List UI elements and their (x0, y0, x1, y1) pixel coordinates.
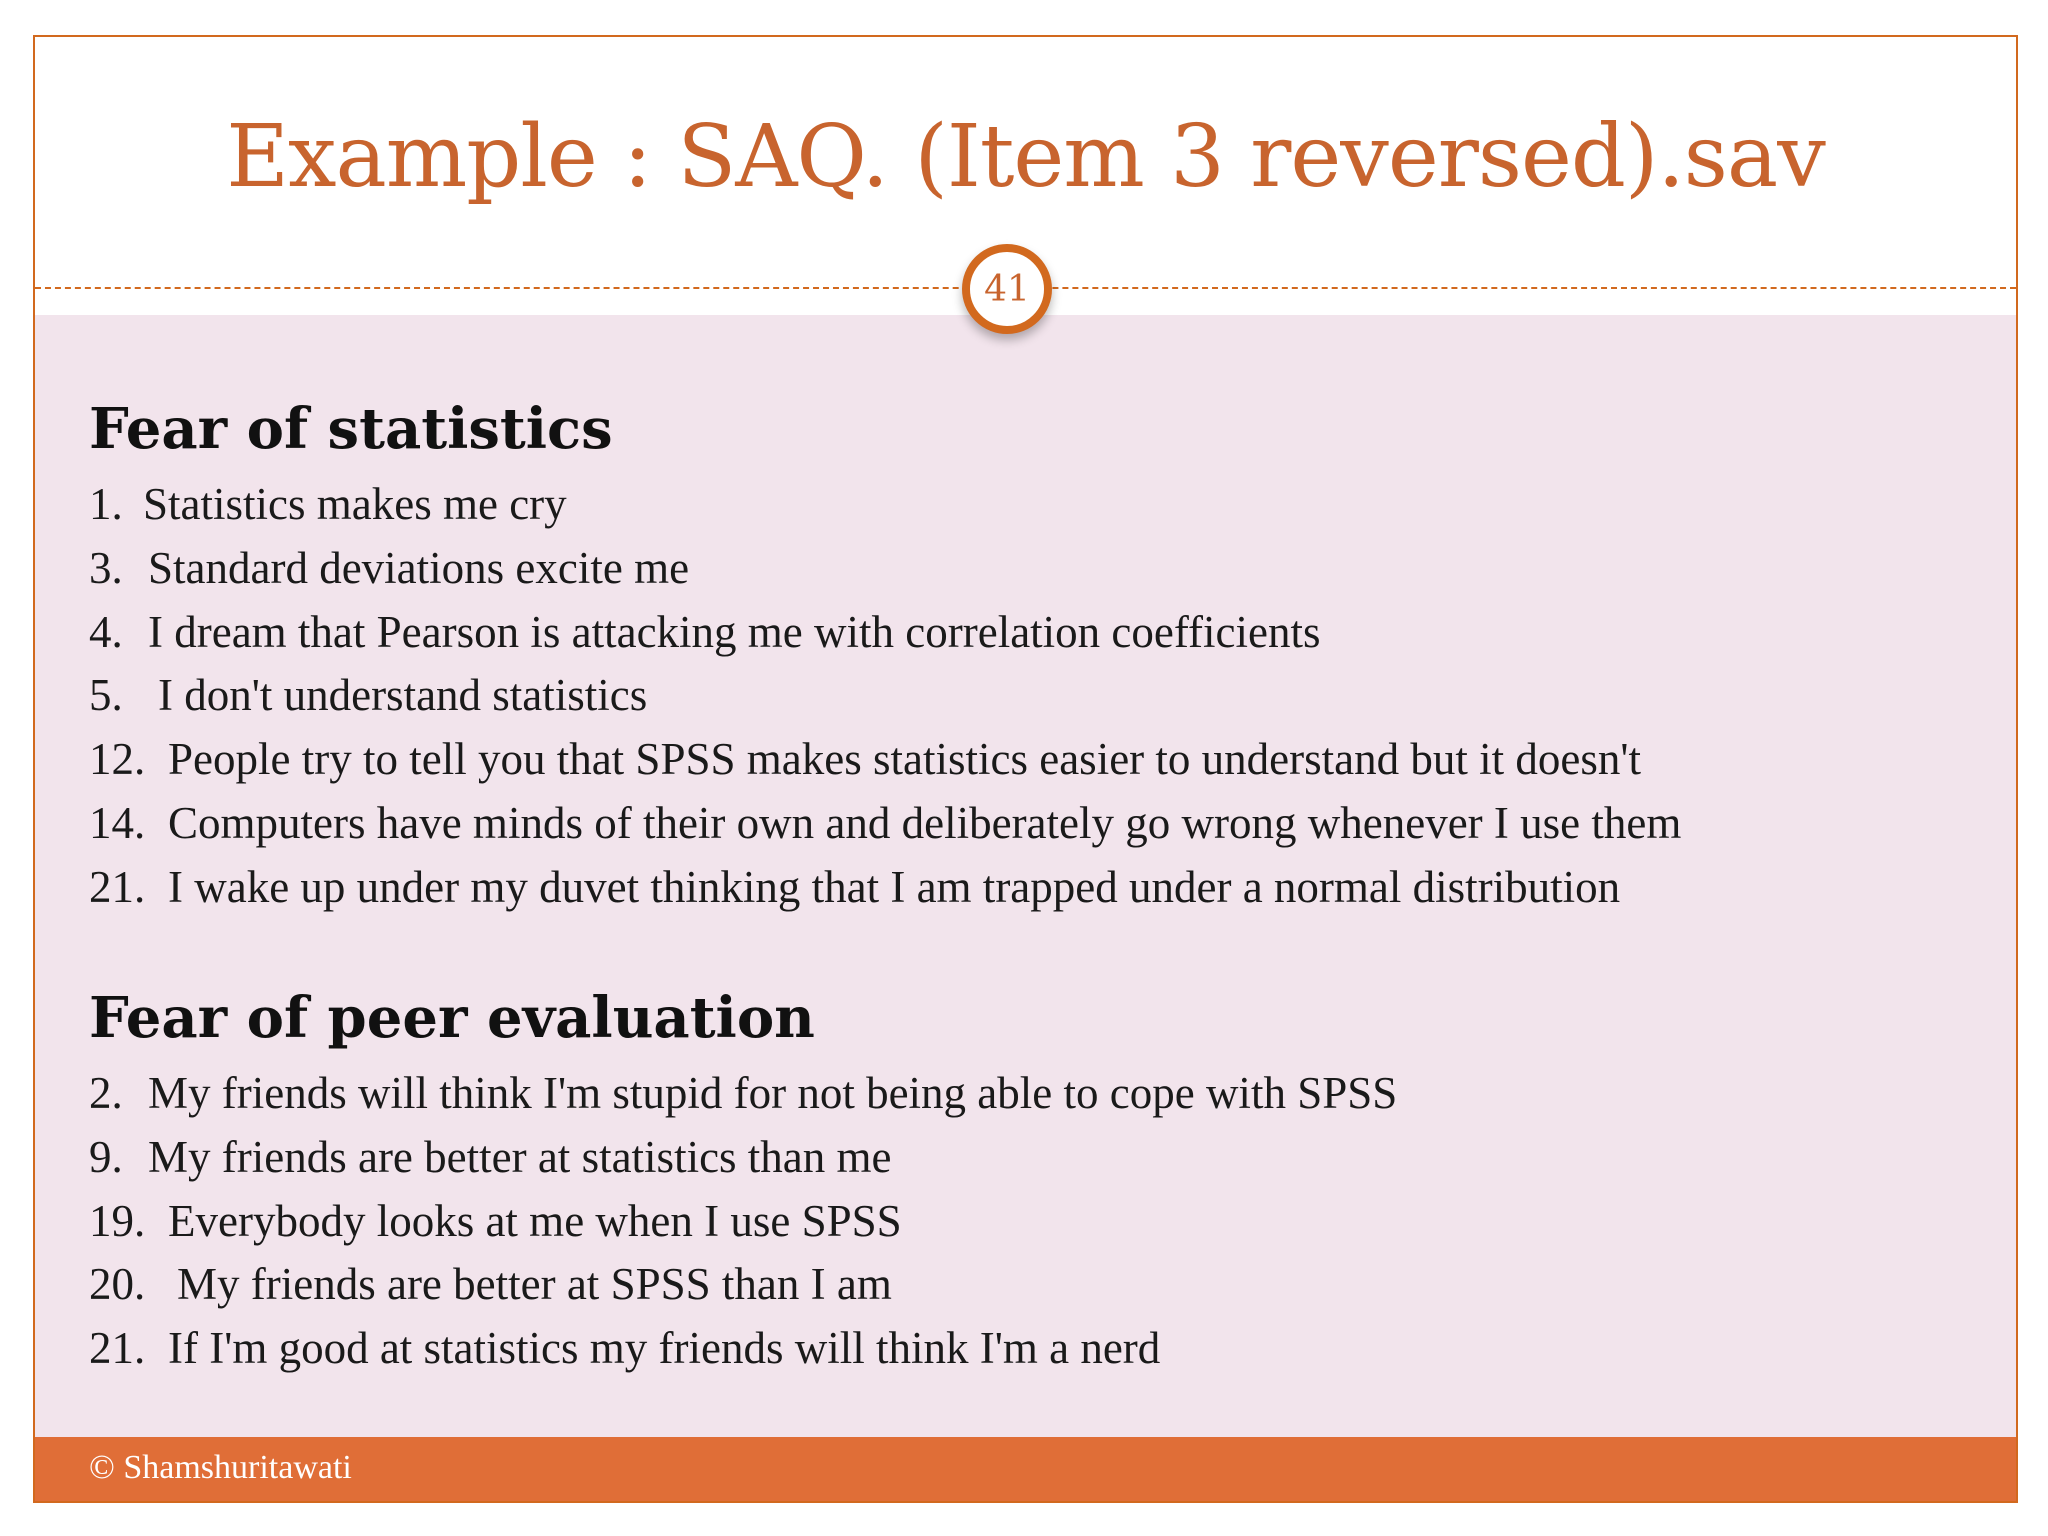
list-item (89, 1126, 1397, 1190)
list-item (89, 664, 1681, 728)
item-number: 12. (89, 734, 146, 785)
item-number: 19. (89, 1195, 146, 1246)
item-number: 21. (89, 861, 146, 912)
item-text: Computers have minds of their own and deliberately go wrong whenever I use them (168, 797, 1682, 848)
list-item (89, 1190, 1397, 1254)
list-item (89, 1317, 1397, 1381)
slide (33, 35, 2018, 1503)
item-number: 20. (89, 1259, 146, 1310)
item-number: 5. (89, 670, 123, 721)
content-area (35, 315, 2016, 1437)
item-text: My friends will think I'm stupid for not being able to cope with SPSS (148, 1068, 1398, 1118)
item-text: If I'm good at statistics my friends will think I'm a nerd (168, 1323, 1161, 1374)
list-item (89, 473, 1681, 537)
slide-title: Example : SAQ. (Item 3 reversed).sav (226, 107, 1825, 207)
section-heading: Fear of statistics (89, 396, 613, 462)
list-item (89, 728, 1681, 792)
list-item (89, 601, 1681, 665)
section-fear-of-statistics (89, 391, 1681, 920)
item-text: I dream that Pearson is attacking me with correlation coefficients (148, 606, 1321, 657)
section-fear-of-peer-evaluation (89, 980, 1397, 1381)
item-text: Everybody looks at me when I use SPSS (168, 1195, 902, 1246)
item-number: 2. (89, 1068, 123, 1118)
item-text: I wake up under my duvet thinking that I am trapped under a normal distribution (168, 861, 1621, 912)
list-item (89, 792, 1681, 856)
page-number-badge (962, 244, 1052, 334)
section-heading: Fear of peer evaluation (89, 985, 815, 1051)
list-item (89, 537, 1681, 601)
item-number: 4. (89, 606, 123, 657)
footer-bar (35, 1437, 2016, 1503)
item-text: I don't understand statistics (158, 670, 648, 721)
footer-copyright: © Shamshuritawati (89, 1449, 352, 1486)
page-number: 41 (984, 268, 1030, 310)
item-number: 21. (89, 1323, 146, 1374)
item-text: My friends are better at statistics than me (148, 1131, 892, 1182)
item-number: 3. (89, 542, 123, 593)
item-text: My friends are better at SPSS than I am (177, 1259, 892, 1310)
list-item (89, 856, 1681, 920)
item-text: Statistics makes me cry (143, 479, 567, 529)
item-text: People try to tell you that SPSS makes statistics easier to understand but it doesn't (168, 734, 1641, 785)
list-item (89, 1253, 1397, 1317)
item-text: Standard deviations excite me (148, 542, 690, 593)
item-number: 1. (89, 479, 123, 529)
list-item (89, 1062, 1397, 1126)
item-number: 14. (89, 797, 146, 848)
item-number: 9. (89, 1131, 123, 1182)
